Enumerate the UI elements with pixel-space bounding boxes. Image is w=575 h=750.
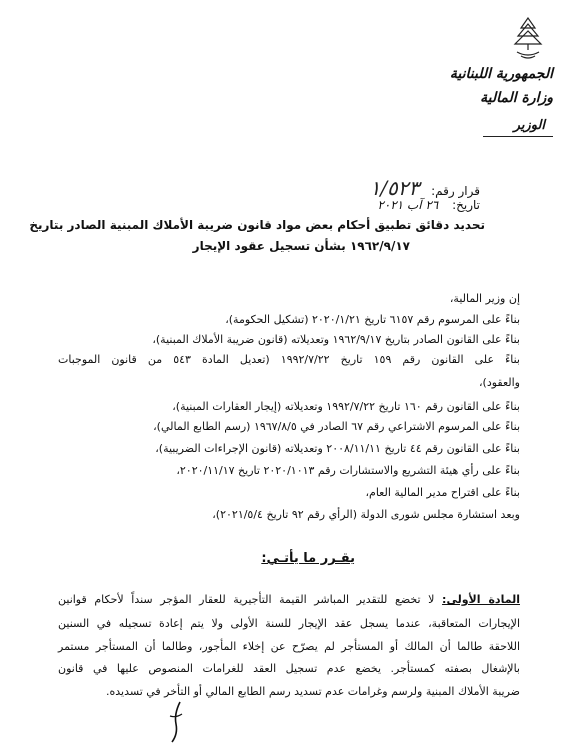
decides-heading: يقـرر ما يأتـي: xyxy=(261,551,355,566)
preamble-item: والعقود)، xyxy=(478,376,520,389)
decision-number-label: قرار رقم: xyxy=(431,184,480,198)
preamble-opening: إن وزير المالية، xyxy=(449,292,520,305)
article-1-line: الإيجارات المتعاقبة، عندما يسجل عقد الإيجار للسنة الأولى ولا يتم إعادة تسجيله في السنين xyxy=(58,617,520,630)
article-1-text: لا تخضع للتقدير المباشر القيمة التأجيرية للعقار المؤجر سنداً لأحكام قوانين xyxy=(58,593,443,606)
article-1-line: ضريبة الأملاك المبنية ولرسم وغرامات عدم تسديد رسم الطابع المالي أو التأخر في تسديده. xyxy=(106,685,520,698)
article-1-line: بالإشغال بصفته كمستأجر. يخضع عدم تسجيل العقد للغرامات المنصوص عليها في قانون xyxy=(58,662,520,675)
decision-number-value: ١/٥٢٣ xyxy=(369,176,420,200)
decision-number xyxy=(370,176,480,200)
preamble-item: بناءً على القانون رقم ١٦٠ تاريخ ١٩٩٢/٧/٢٢ وتعديلاته (إيجار العقارات المبنية)، xyxy=(172,400,520,413)
decision-date xyxy=(377,198,480,212)
decision-date-value: ٢٦ آب ٢٠٢١ xyxy=(377,198,439,212)
article-1-line xyxy=(58,593,520,606)
preamble-item: بناءً على القانون الصادر بتاريخ ١٩٦٢/٩/١٧ وتعديلاته (قانون ضريبة الأملاك المبنية)، xyxy=(152,333,520,346)
preamble-item: بناءً على اقتراح مدير المالية العام، xyxy=(365,486,520,499)
preamble-item: وبعد استشارة مجلس شورى الدولة (الرأي رقم ٩٢ تاريخ ٢٠٢١/٥/٤)، xyxy=(212,508,520,521)
preamble-item: بناءً على رأي هيئة التشريع والاستشارات رقم ٢٠٢٠/١٠١٣ تاريخ ٢٠٢٠/١١/١٧، xyxy=(176,464,520,477)
decision-date-label: تاريخ: xyxy=(452,198,480,212)
decision-title-line-2: ١٩٦٢/٩/١٧ بشأن تسجيل عقود الإيجار xyxy=(192,239,410,253)
minister-underline xyxy=(483,136,553,137)
republic-name: الجمهورية اللبنانية xyxy=(449,66,553,82)
preamble-item: بناءً على المرسوم رقم ٦١٥٧ تاريخ ٢٠٢٠/١/٢١ (تشكيل الحكومة)، xyxy=(225,313,520,326)
article-1-label: المادة الأولى: xyxy=(442,593,520,606)
minister-label: الوزير xyxy=(513,118,545,133)
article-1-line: اللاحقة طالما أن المالك أو المستأجر لم يصرّح عن إخلاء المأجور، وطالما أن المستأجر مستمر xyxy=(58,640,520,653)
decision-title-line-1: تحديد دقائق تطبيق أحكام بعض مواد قانون ضريبة الأملاك المبنية الصادر بتاريخ xyxy=(29,218,485,232)
preamble-item: بناءً على المرسوم الاشتراعي رقم ٦٧ الصادر في ١٩٦٧/٨/٥ (رسم الطابع المالي)، xyxy=(153,420,520,433)
preamble-item: بناءً على القانون رقم ٤٤ تاريخ ٢٠٠٨/١١/١١ وتعديلاته (قانون الإجراءات الضريبية)، xyxy=(155,442,520,455)
preamble-item: بناءً على القانون رقم ١٥٩ تاريخ ١٩٩٢/٧/٢٢ (تعديل المادة ٥٤٣ من قانون الموجبات xyxy=(58,353,520,366)
signature-mark-icon xyxy=(160,700,190,744)
ministry-name: وزارة المالية xyxy=(480,90,553,106)
cedar-emblem-icon xyxy=(509,14,547,62)
